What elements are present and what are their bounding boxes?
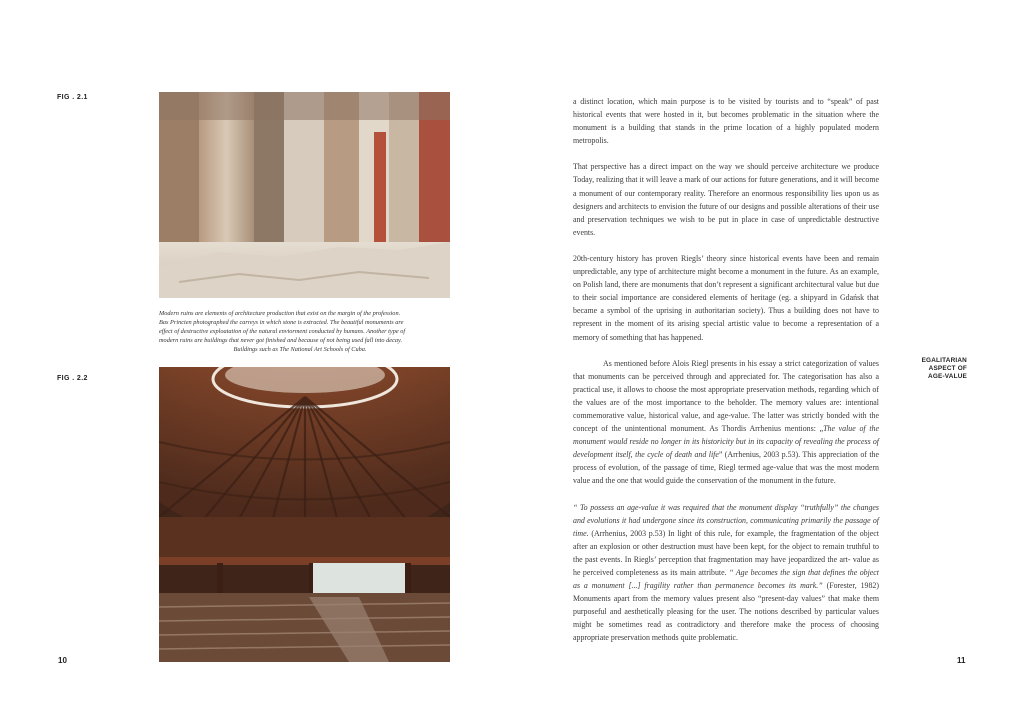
side-heading-line-2: ASPECT OF <box>928 365 967 373</box>
paragraph-5 <box>573 501 879 645</box>
side-heading-line-3: AGE-VALUE <box>928 373 967 381</box>
quarry-photo-graphic <box>159 92 450 298</box>
caption-line-4: modern ruins are buildings that never got finished and because of not being used fall into decay. <box>159 337 403 344</box>
paragraph-2: That perspective has a direct impact on the way we should perceive architecture we produce Today, realizing that it will leave a mark of our actions for future generations, and it will become a monument of our contemporary reality. Therefore an enormous responsibility lies upon us as designers and architects to envision the future of our designs and possible alterations of their use and preservation techniques we wish to be put in place in case of unpredictable destructive events. <box>573 162 879 237</box>
side-heading <box>905 357 967 382</box>
paragraph-5-quote-1: “ To possess an age-value it was required that the monument display “truthfully” the changes and evolutions it had undergone since its construction, communicating primarily the passage of time. <box>573 502 879 538</box>
figure-label-2-2: FIG . 2.2 <box>57 375 88 382</box>
figure-label-2-1: FIG . 2.1 <box>57 94 88 101</box>
paragraph-3: 20th-century history has proven Riegls’ theory since historical events have been and remain unpredictable, any type of architecture might become a monument in the future. As an example, on Polish land, there are monuments that don’t represent a significant architectural value but due to their social importance are considered elements of heritage (eg. a shipyard in Gdańsk that became a symbol of the uprising in authoritarian society). Thus a building does not have to represent in the moment of its arising special artistic value to become a representation of a memory of something that has happened. <box>573 253 879 342</box>
caption-line-2: Bas Princten photographed the carreys in which stone is extracted. The beautiful monuments are <box>159 319 404 326</box>
quarry-photo <box>159 92 450 298</box>
side-heading-line-1: EGALITARIAN <box>921 357 967 364</box>
page-number-right: 11 <box>957 656 966 665</box>
paragraph-1: a distinct location, which main purpose is to be visited by tourists and to “speak” of past historical events that were hosted in it, but becomes problematic in the situation where the monument is a building that stands in the prime location of a highly populated modern metropolis. <box>573 97 879 146</box>
caption-line-1: Modern ruins are elements of architecture production that exist on the margin of the profession. <box>159 310 401 317</box>
caption-line-5: Buildings such as The National Art Schools of Cuba. <box>233 346 367 353</box>
paragraph-4-quote: The value of the monument would reside no longer in its historicity but in its capacity of revealing the process of development itself, the cycle of death and life <box>573 424 879 460</box>
page-number-left: 10 <box>58 656 67 665</box>
paragraph-4-text-b: ” (Arrhenius, 2003 p.53). This appreciation of the process of evolution, of the passage of time, Riegl termed age-value that was the most modern value and the one that would guide the conservation of the monument in the future. <box>573 450 880 486</box>
body-text-column <box>573 95 879 658</box>
caption-line-3: effect of destructive exploatation of the natural enviorment conducted by humans. Another type of <box>159 328 406 335</box>
dome-ruin-graphic <box>159 367 450 662</box>
paragraph-5-text-a: (Arrhenius, 2003 p.53) In light of this rule, for example, the fragmentation of the object after an explosion or other destruction must have been kept, for the object to remain truthful to the past events. In Riegls’ perception that fragmentation may have jeopardized the art- value as he perceived completeness as its main attribute. <box>573 528 879 577</box>
paragraph-5-quote-2: “ Age becomes the sign that defines the object as a monument [...] fragility rather than permanence becomes its mark.” <box>573 568 879 591</box>
paragraph-4-text-a: As mentioned before Alois Riegl presents in his essay a strict categorization of values that monuments can be perceived through and appreciated for. The categorisation has also a practical use, it allows to choose the most appropriate preservation methods, regarding which of the values are of the most importance to the beholder. The memory values are: intentional commemorative value, historical value, and age-value. The latter was strictly bonded with the concept of the unintentional monument. As Thordis Arrhenius mentions: „ <box>573 358 879 434</box>
figure-caption <box>159 309 459 354</box>
paragraph-5-text-b: (Forester, 1982) Monuments apart from the memory values present also “present-day values” that make them purposeful and aesthetically pleasing for the user. The notions described by particular values might be sometimes read as contradictory and therefore make the process of choosing appropriate preservation methods quite problematic. <box>573 581 880 643</box>
dome-ruin-photo <box>159 367 450 662</box>
paragraph-4 <box>573 357 879 488</box>
